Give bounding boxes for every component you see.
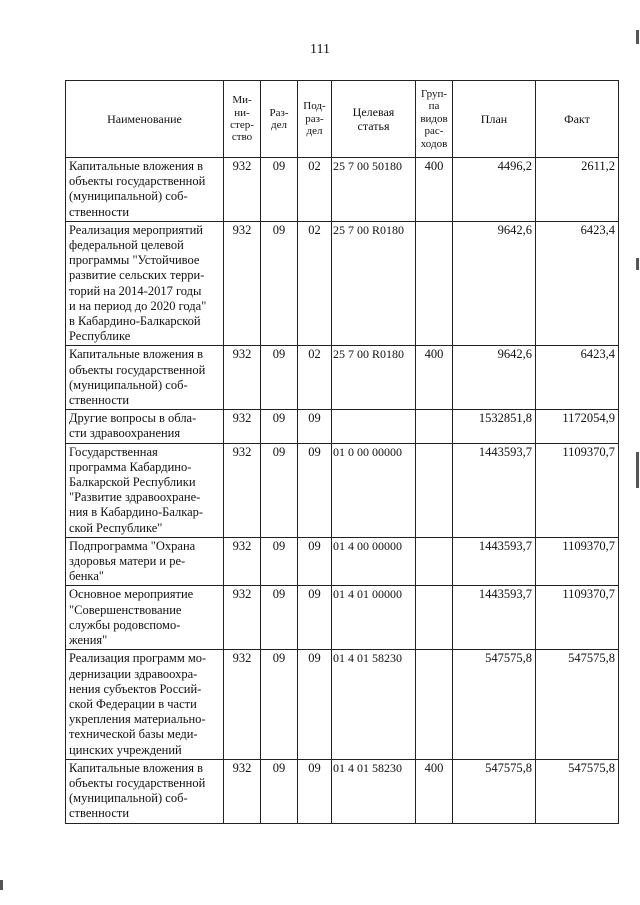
cell-name: Подпрограмма "Охрана здоровья матери и ре- бенка" [66,537,224,586]
header-fact: Факт [536,81,619,158]
cell-name: Капитальные вложения в объекты государственной (муниципальной) соб- ственности [66,759,224,823]
cell-fact: 6423,4 [536,346,619,410]
cell-section: 09 [261,221,298,346]
cell-name: Реализация мероприятий федеральной целевой программы "Устойчивое развитие сельских терри- торий на 2014-2017 годы и на период до 2020 года" в Кабардино-Балкарской Республике [66,221,224,346]
cell-target: 01 4 00 00000 [332,537,416,586]
header-name: Наименование [66,81,224,158]
cell-ministry: 932 [224,759,261,823]
table-row [66,221,619,346]
cell-fact: 1109370,7 [536,537,619,586]
cell-target: 01 4 01 00000 [332,586,416,650]
header-subsection: Под- раз- дел [298,81,332,158]
table-row [66,443,619,537]
cell-name: Государственная программа Кабардино- Балкарской Республики "Развитие здравоохране- ния в Кабардино-Балкар- ской Республике" [66,443,224,537]
cell-expense-group [416,443,453,537]
table-row [66,650,619,759]
cell-fact: 1109370,7 [536,586,619,650]
cell-section: 09 [261,586,298,650]
cell-expense-group: 400 [416,346,453,410]
cell-subsection: 09 [298,759,332,823]
cell-ministry: 932 [224,346,261,410]
cell-expense-group [416,586,453,650]
cell-plan: 1443593,7 [453,443,536,537]
cell-name: Другие вопросы в обла- сти здравоохранения [66,410,224,443]
cell-subsection: 02 [298,158,332,222]
cell-subsection: 09 [298,410,332,443]
cell-subsection: 09 [298,443,332,537]
cell-target: 25 7 00 R0180 [332,346,416,410]
cell-target: 25 7 00 R0180 [332,221,416,346]
cell-ministry: 932 [224,650,261,759]
cell-ministry: 932 [224,443,261,537]
cell-ministry: 932 [224,221,261,346]
cell-subsection: 09 [298,586,332,650]
cell-ministry: 932 [224,158,261,222]
header-target: Целевая статья [332,81,416,158]
header-expense-group: Груп- па видов рас- ходов [416,81,453,158]
cell-plan: 9642,6 [453,346,536,410]
cell-plan: 1443593,7 [453,537,536,586]
cell-fact: 547575,8 [536,650,619,759]
cell-section: 09 [261,346,298,410]
cell-section: 09 [261,537,298,586]
scan-margin-mark [636,30,639,44]
cell-section: 09 [261,443,298,537]
cell-target: 01 0 00 00000 [332,443,416,537]
table-row [66,410,619,443]
cell-name: Капитальные вложения в объекты государственной (муниципальной) соб- ственности [66,158,224,222]
table-row [66,346,619,410]
scan-margin-mark [636,452,639,488]
cell-expense-group: 400 [416,158,453,222]
cell-section: 09 [261,759,298,823]
cell-ministry: 932 [224,586,261,650]
cell-subsection: 02 [298,221,332,346]
page-number: 111 [310,42,330,57]
scan-margin-mark [0,880,3,890]
cell-name: Основное мероприятие "Совершенствование службы родовспомо- жения" [66,586,224,650]
cell-subsection: 02 [298,346,332,410]
budget-table [65,80,619,824]
cell-target: 01 4 01 58230 [332,759,416,823]
cell-section: 09 [261,650,298,759]
cell-section: 09 [261,410,298,443]
cell-plan: 4496,2 [453,158,536,222]
cell-ministry: 932 [224,410,261,443]
cell-subsection: 09 [298,650,332,759]
cell-fact: 2611,2 [536,158,619,222]
cell-name: Капитальные вложения в объекты государственной (муниципальной) соб- ственности [66,346,224,410]
cell-expense-group [416,410,453,443]
header-section: Раз- дел [261,81,298,158]
table-row [66,759,619,823]
cell-ministry: 932 [224,537,261,586]
cell-expense-group [416,650,453,759]
cell-fact: 1172054,9 [536,410,619,443]
cell-target [332,410,416,443]
cell-plan: 1532851,8 [453,410,536,443]
table-row [66,537,619,586]
table-row [66,586,619,650]
table-row [66,158,619,222]
cell-expense-group [416,221,453,346]
cell-fact: 6423,4 [536,221,619,346]
cell-target: 25 7 00 50180 [332,158,416,222]
cell-subsection: 09 [298,537,332,586]
table-header-row [66,81,619,158]
header-ministry: Ми- ни- стер- ство [224,81,261,158]
cell-name: Реализация программ мо- дернизации здравоохра- нения субъектов Россий- ской Федерации в части укрепления материально- технической базы меди- цинских учреждений [66,650,224,759]
header-plan: План [453,81,536,158]
cell-expense-group [416,537,453,586]
cell-fact: 547575,8 [536,759,619,823]
cell-plan: 9642,6 [453,221,536,346]
cell-plan: 547575,8 [453,650,536,759]
cell-expense-group: 400 [416,759,453,823]
scan-margin-mark [636,258,639,270]
cell-section: 09 [261,158,298,222]
cell-plan: 547575,8 [453,759,536,823]
cell-target: 01 4 01 58230 [332,650,416,759]
cell-plan: 1443593,7 [453,586,536,650]
cell-fact: 1109370,7 [536,443,619,537]
